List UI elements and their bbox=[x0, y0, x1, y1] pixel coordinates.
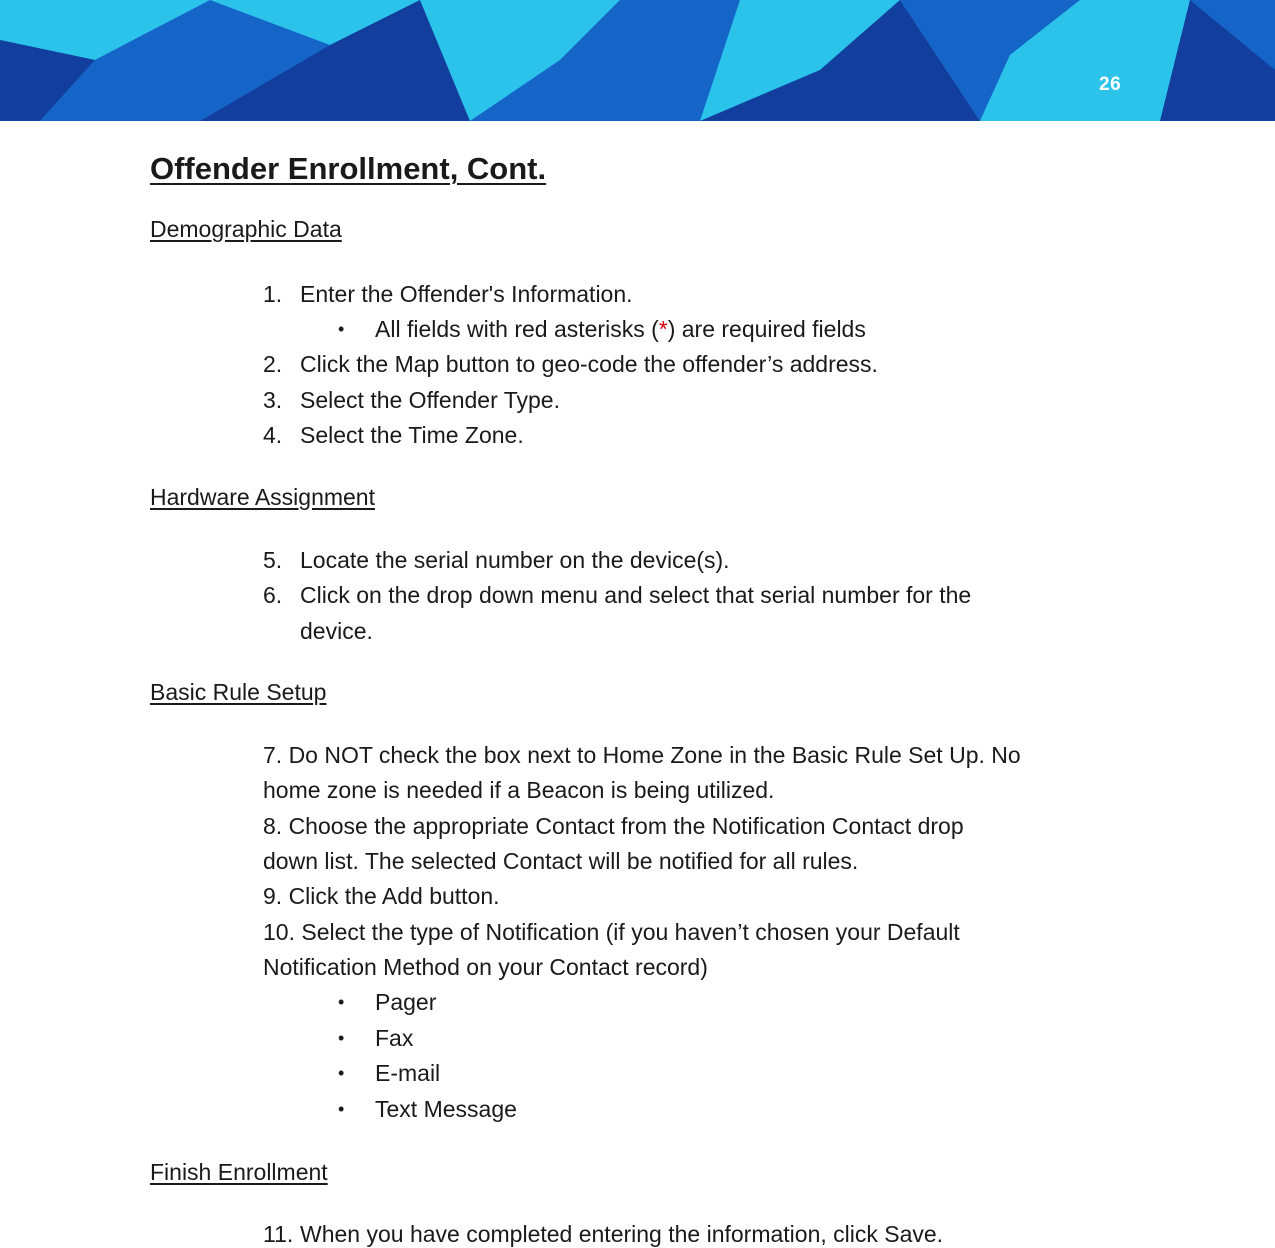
bullet-text: Text Message bbox=[375, 1096, 517, 1122]
step-text: Select the Offender Type. bbox=[300, 387, 560, 413]
step-text: Click the Map button to geo-code the offender’s address. bbox=[300, 351, 878, 377]
step-number: 11. bbox=[263, 1221, 294, 1247]
step-number: 2. bbox=[263, 351, 283, 377]
step-number: 6. bbox=[263, 582, 283, 608]
step-number: 4. bbox=[263, 422, 283, 448]
bullet-icon: • bbox=[338, 1063, 345, 1083]
bullet-text: Pager bbox=[375, 989, 437, 1015]
required-asterisk: * bbox=[658, 316, 668, 342]
step-10-line-2: Notification Method on your Contact record) bbox=[263, 954, 708, 980]
step-text: device. bbox=[300, 618, 373, 644]
section-heading-demographic: Demographic Data bbox=[150, 216, 342, 242]
section-heading-basic-rule: Basic Rule Setup bbox=[150, 679, 327, 705]
bullet-icon: • bbox=[338, 1028, 345, 1048]
step-text: Locate the serial number on the device(s). bbox=[300, 547, 730, 573]
bullet-text: E-mail bbox=[375, 1060, 441, 1086]
bullet-icon: • bbox=[338, 1099, 345, 1119]
step-text: Select the Time Zone. bbox=[300, 422, 524, 448]
step-text: Enter the Offender's Information. bbox=[300, 281, 633, 307]
step-text: Click on the drop down menu and select that serial number for the bbox=[300, 582, 972, 608]
bullet-icon: • bbox=[338, 319, 345, 339]
section-heading-hardware: Hardware Assignment bbox=[150, 484, 375, 510]
step-8-line-1: 8. Choose the appropriate Contact from the Notification Contact drop bbox=[263, 813, 964, 839]
step-10-line-1: 10. Select the type of Notification (if you haven’t chosen your Default bbox=[263, 919, 960, 945]
bullet-text: Fax bbox=[375, 1025, 414, 1051]
step-7-line-2: home zone is needed if a Beacon is being utilized. bbox=[263, 777, 775, 803]
header-banner bbox=[0, 0, 1275, 121]
step-8-line-2: down list. The selected Contact will be notified for all rules. bbox=[263, 848, 859, 874]
section-heading-finish: Finish Enrollment bbox=[150, 1159, 328, 1185]
step-7-line-1: 7. Do NOT check the box next to Home Zone in the Basic Rule Set Up. No bbox=[263, 742, 1021, 768]
step-text: When you have completed entering the information, click Save. bbox=[300, 1221, 944, 1247]
page-title: Offender Enrollment, Cont. bbox=[150, 151, 547, 186]
bullet-icon: • bbox=[338, 992, 345, 1012]
step-number: 1. bbox=[263, 281, 283, 307]
bullet-text: All fields with red asterisks (*) are required fields bbox=[375, 316, 866, 342]
page-number: 26 bbox=[1099, 74, 1122, 95]
step-number: 5. bbox=[263, 547, 283, 573]
banner-graphic bbox=[0, 0, 1275, 121]
step-9-line-1: 9. Click the Add button. bbox=[263, 883, 500, 909]
step-number: 3. bbox=[263, 387, 283, 413]
